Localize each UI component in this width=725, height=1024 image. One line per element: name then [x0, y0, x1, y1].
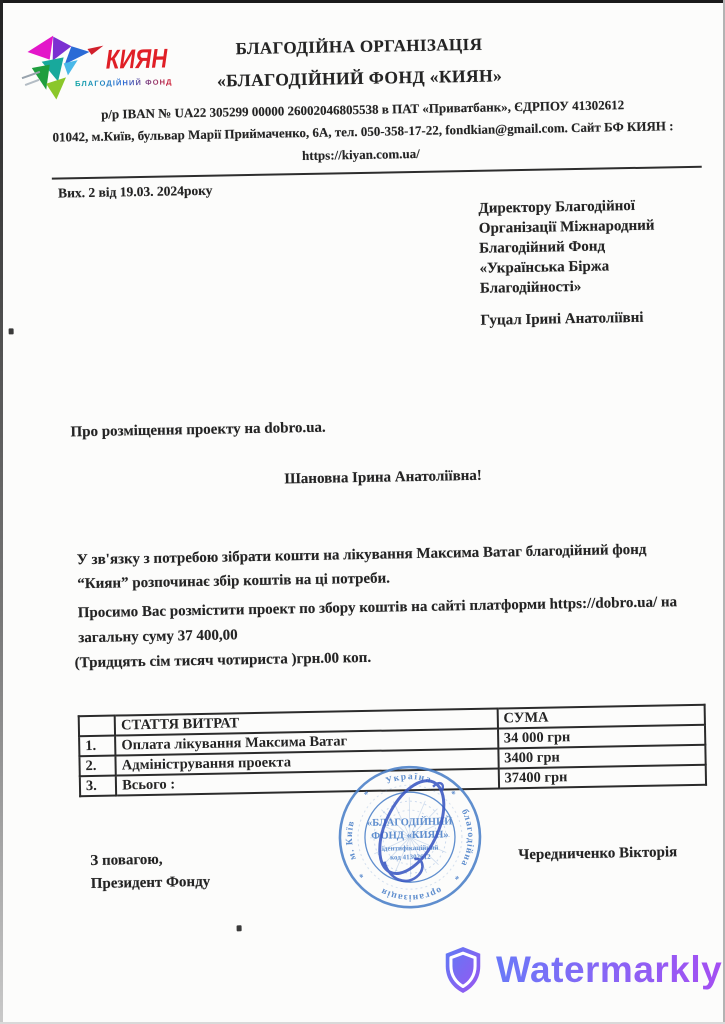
- svg-text:*: [450, 872, 461, 883]
- logo-subtitle: БЛАГОДІЙНИЙ ФОНД: [75, 77, 173, 89]
- closing-line2: Президент Фонду: [90, 873, 211, 893]
- watermark-shield-icon: [440, 945, 486, 995]
- stamp-center-line1: «БЛАГОДІЙНИЙ: [366, 816, 453, 829]
- stamp-separator: *: [356, 870, 368, 881]
- row-item: Всього :: [116, 769, 499, 796]
- recipient-line: Благодійний Фонд: [479, 238, 606, 257]
- svg-text:*: [362, 788, 373, 799]
- header-cell-item: СТАТТЯ ВИТРАТ: [115, 709, 498, 736]
- org-name-line1: БЛАГОДІЙНА ОРГАНІЗАЦІЯ: [235, 34, 483, 59]
- logo-wordmark: КИЯН: [105, 43, 168, 75]
- closing-block: [90, 848, 210, 896]
- stamp-separator: *: [447, 788, 458, 799]
- recipient-line: Директору Благодійної: [478, 197, 636, 217]
- stamp-ring-left: м. Київ: [344, 819, 359, 862]
- row-num: 3.: [80, 776, 117, 797]
- fund-logo: [19, 31, 180, 104]
- scan-speck: [237, 925, 242, 931]
- row-num: 1.: [79, 736, 116, 757]
- paragraph-1: [77, 537, 698, 596]
- reference-number-line: Вих. 2 від 19.03. 2024року: [57, 182, 213, 201]
- paragraph-1-line2: “Киян” розпочинає збір коштів на ці потреби.: [77, 570, 391, 593]
- stamp-center-line4: код 41302612: [389, 852, 431, 862]
- paragraph-1-line1: У зв'язку з потребою зібрати кошти на лікування Максима Ватаг благодійний фонд: [76, 541, 647, 569]
- amount-in-words-line: (Тридцять сім тисяч чотириста )грн.00 коп.: [74, 649, 372, 672]
- svg-text:м. Київ: [345, 819, 359, 861]
- stamp-ring-top: Україна: [384, 772, 434, 787]
- header-cell-empty: [79, 716, 116, 737]
- paragraph-2-line2: загальну суму 37 400,00: [78, 627, 238, 647]
- stamp-center-line3: ідентифікаційний: [381, 843, 439, 853]
- stamp-ring-right: благодійна: [458, 807, 476, 869]
- address-line: 01042, м.Київ, бульвар Марії Приймаченко, 6А, тел. 050-358-17-22, fondkian@gmail.com. Сайт БФ КИЯН :: [52, 118, 674, 145]
- watermark: [440, 942, 722, 998]
- row-sum: 37400 грн: [498, 765, 706, 789]
- subject-line: Про розміщення проекту на dobro.ua.: [70, 419, 326, 441]
- paragraph-2-line1: Просимо Вас розмістити проект по збору коштів на сайті платформи https://dobro.ua/ на: [77, 594, 678, 622]
- stamp-ring-bottom: організація: [379, 884, 444, 903]
- recipient-line: Організації Міжнародний: [478, 217, 655, 237]
- header-cell-sum: СУМА: [497, 705, 705, 729]
- scan-edge-top: [0, 0, 725, 3]
- row-item: Оплата лікування Максима Ватаг: [115, 729, 498, 756]
- signatory-name: Чередниченко Вікторія: [518, 844, 678, 864]
- watermark-label: Watermarkly: [496, 949, 723, 990]
- paragraph-2: [78, 590, 709, 652]
- stamp-center-line2: ФОНД «КИЯН»: [371, 829, 449, 842]
- recipient-block: [478, 195, 715, 331]
- stamp-separator: *: [450, 872, 462, 883]
- svg-text:*: [357, 870, 368, 880]
- recipient-person: Гуцал Ірині Анатоліївні: [480, 309, 644, 329]
- stamp-separator: *: [361, 788, 373, 800]
- svg-text:*: [447, 788, 458, 799]
- bank-details-line: р/р IBAN № UA22 305299 00000 26002046805538 в ПАТ «Приватбанк», ЄДРПОУ 41302612: [100, 97, 625, 122]
- row-num: 2.: [79, 756, 116, 777]
- letterhead-divider: [52, 166, 702, 180]
- row-sum: 34 000 грн: [498, 725, 706, 749]
- row-sum: 3400 грн: [498, 745, 706, 769]
- row-item: Адміністрування проекта: [116, 749, 499, 776]
- salutation-line: Шановна Ірина Анатоліївна!: [284, 467, 483, 488]
- recipient-line: Благодійності»: [479, 278, 582, 297]
- scan-edge-left: [0, 0, 3, 1024]
- fund-round-stamp: [320, 748, 499, 927]
- svg-text:організація: [379, 884, 443, 903]
- scan-speck: [9, 328, 14, 334]
- svg-text:благодійна: [457, 807, 476, 868]
- closing-line1: З повагою,: [90, 851, 163, 870]
- website-line: https://kiyan.com.ua/: [301, 145, 420, 164]
- org-name-line2: «БЛАГОДІЙНИЙ ФОНД «КИЯН»: [216, 65, 503, 91]
- logo-bird-icon: [19, 32, 115, 104]
- recipient-line: «Українська Біржа: [479, 258, 610, 277]
